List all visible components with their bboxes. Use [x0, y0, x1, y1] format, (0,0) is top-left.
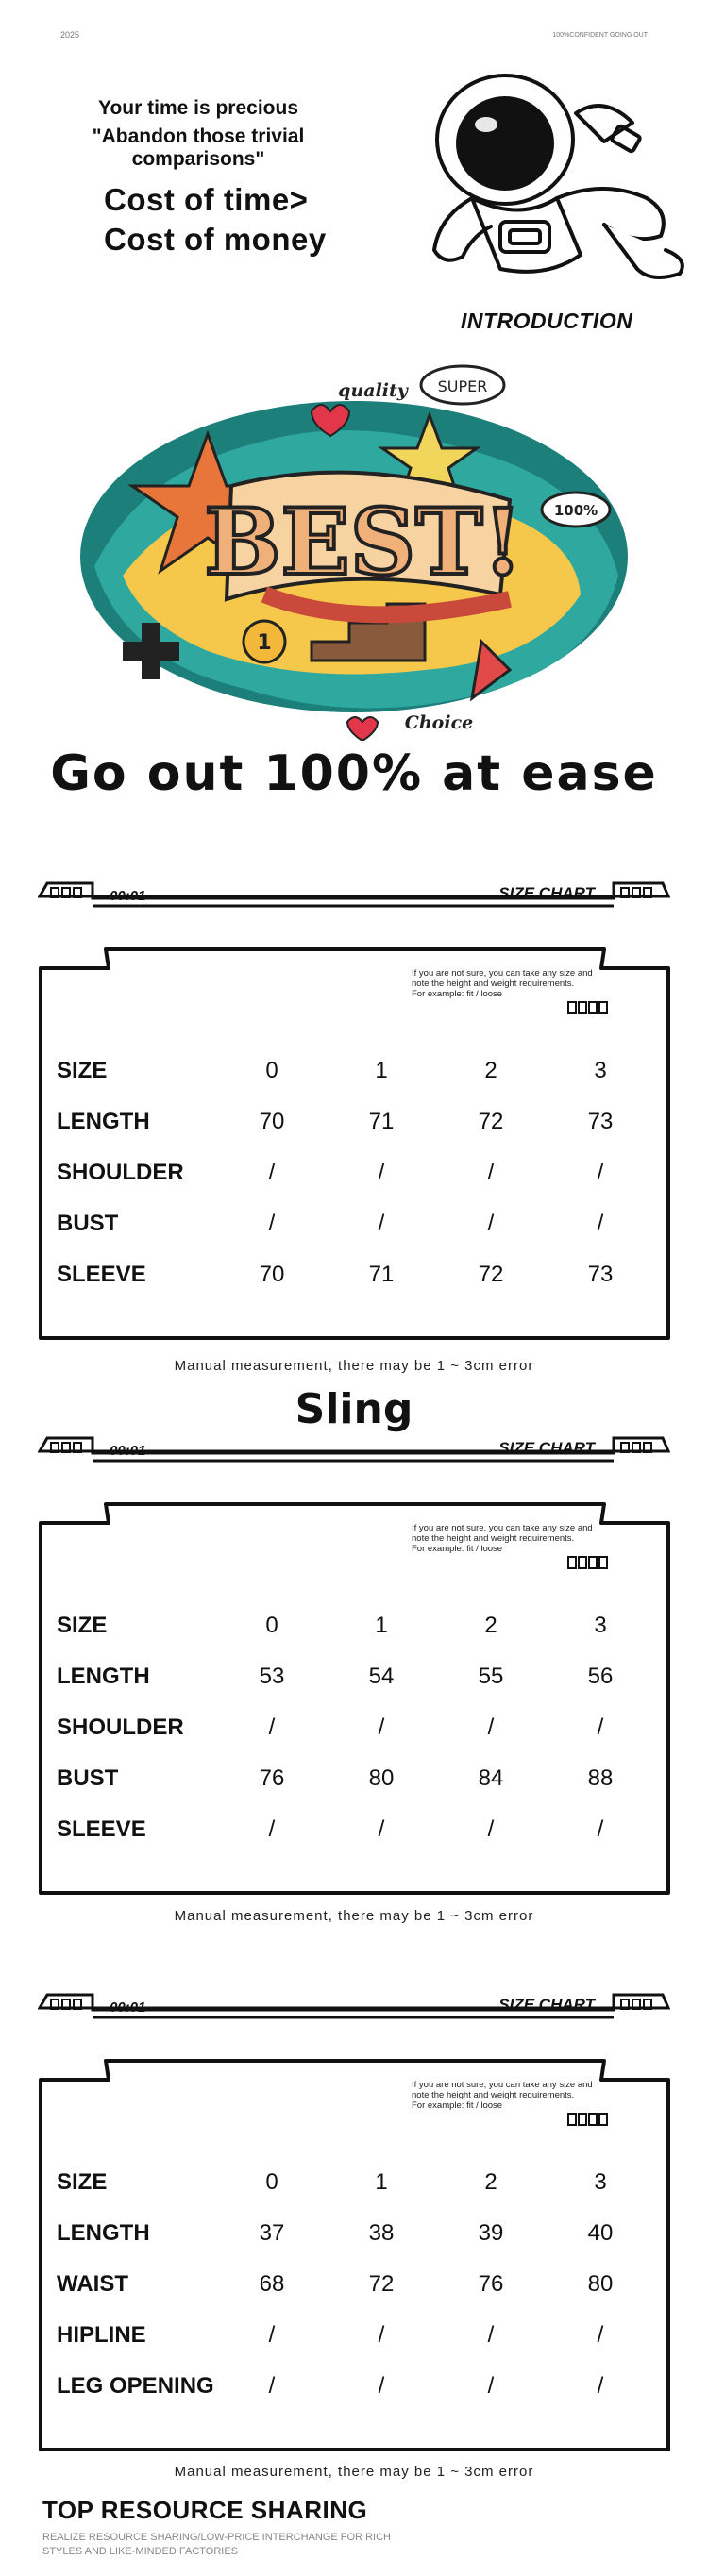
table-cell: / [378, 1816, 385, 1842]
table-cell: 2 [484, 2169, 497, 2195]
super-bubble: SUPER [437, 377, 488, 395]
table-cell: 1 [375, 1058, 388, 1083]
table-cell: 54 [368, 1664, 395, 1689]
table-cell: / [378, 1160, 385, 1185]
table-cell: / [487, 1816, 495, 1842]
table-cell: / [268, 2373, 276, 2399]
table-cell: 55 [478, 1664, 504, 1689]
row-label: SIZE [57, 2169, 108, 2195]
stamp-icon [566, 2112, 610, 2127]
table-cell: / [597, 2322, 604, 2348]
hero-line-1: Your time is precious [98, 97, 298, 119]
table-cell: 80 [368, 1765, 395, 1791]
table-cell: 0 [265, 1058, 278, 1083]
footer-subtitle [42, 2531, 420, 2559]
table-cell: 71 [368, 1262, 395, 1287]
row-label: HIPLINE [57, 2322, 146, 2348]
table-cell: 1 [375, 1613, 388, 1638]
size-card-3 [38, 2055, 672, 2461]
table-cell: 88 [587, 1765, 614, 1791]
size-chart-label: SIZE CHART [498, 1439, 595, 1457]
size-chart-bar-3 [38, 1989, 670, 2027]
medal-number: 1 [257, 631, 272, 655]
table-row [55, 1702, 655, 1753]
table-cell: / [487, 2373, 495, 2399]
table-cell: 3 [594, 2169, 607, 2195]
table-cell: / [268, 1715, 276, 1740]
table-cell: 72 [368, 2271, 395, 2297]
note-line-2: note the height and weight requirements. [412, 1533, 575, 1544]
table-cell: 73 [587, 1262, 614, 1287]
table-cell: 72 [478, 1262, 504, 1287]
table-cell: / [268, 2322, 276, 2348]
choice-label: Choice [404, 712, 474, 733]
size-table-3 [55, 2157, 655, 2412]
size-table-1 [55, 1045, 655, 1300]
measure-note-3: Manual measurement, there may be 1 ~ 3cm error [174, 2464, 534, 2480]
row-label: BUST [57, 1211, 119, 1236]
footer-title: TOP RESOURCE SHARING [42, 2496, 368, 2524]
cost-of-time: Cost of time> [104, 182, 309, 217]
table-cell: 56 [587, 1664, 614, 1689]
table-row [55, 2259, 655, 2310]
table-row [55, 1600, 655, 1651]
year-caption: 2025 [60, 30, 80, 40]
table-row [55, 1753, 655, 1804]
table-cell: 3 [594, 1613, 607, 1638]
introduction-label: INTRODUCTION [461, 309, 633, 333]
table-cell: 53 [259, 1664, 285, 1689]
table-cell: 1 [375, 2169, 388, 2195]
top-right-caption: 100%CONFIDENT GOING OUT [552, 32, 648, 39]
note-line-2: note the height and weight requirements. [412, 2090, 575, 2100]
table-cell: 0 [265, 1613, 278, 1638]
size-note [412, 968, 619, 999]
row-label: SHOULDER [57, 1160, 184, 1185]
table-row [55, 1249, 655, 1300]
size-chart-bar-2 [38, 1432, 670, 1470]
table-row [55, 1096, 655, 1147]
note-line-1: If you are not sure, you can take any size and [412, 1523, 593, 1533]
table-cell: / [268, 1211, 276, 1236]
table-cell: / [378, 2322, 385, 2348]
note-line-2: note the height and weight requirements. [412, 979, 575, 989]
table-cell: 2 [484, 1613, 497, 1638]
table-row [55, 1804, 655, 1855]
size-note [412, 1523, 619, 1554]
footer-sub-line-1: REALIZE RESOURCE SHARING/LOW-PRICE INTERCHANGE FOR RICH [42, 2532, 391, 2543]
table-row [55, 2310, 655, 2361]
astronaut-illustration [415, 57, 699, 311]
table-cell: / [597, 1715, 604, 1740]
note-line-1: If you are not sure, you can take any size and [412, 2080, 593, 2090]
table-cell: / [268, 1160, 276, 1185]
bar-code: 00:01 [110, 1999, 146, 2016]
size-chart-label: SIZE CHART [498, 1996, 595, 2014]
table-cell: 80 [587, 2271, 614, 2297]
cost-of-money: Cost of money [104, 222, 327, 257]
note-example: For example: fit / loose [412, 989, 503, 999]
row-label: SIZE [57, 1058, 108, 1083]
row-label: SIZE [57, 1613, 108, 1638]
table-cell: 73 [587, 1109, 614, 1134]
table-cell: 70 [259, 1109, 285, 1134]
measure-note-2: Manual measurement, there may be 1 ~ 3cm error [174, 1908, 534, 1924]
table-cell: / [597, 1816, 604, 1842]
best-word: BEST! [204, 489, 523, 595]
note-line-1: If you are not sure, you can take any size and [412, 968, 593, 979]
table-cell: 76 [478, 2271, 504, 2297]
table-cell: / [378, 1715, 385, 1740]
stamp-icon [566, 1555, 610, 1570]
table-cell: 3 [594, 1058, 607, 1083]
table-cell: 68 [259, 2271, 285, 2297]
table-cell: 84 [478, 1765, 504, 1791]
table-cell: / [487, 1715, 495, 1740]
table-cell: 76 [259, 1765, 285, 1791]
table-row [55, 2157, 655, 2208]
table-cell: 39 [478, 2220, 504, 2246]
table-cell: 72 [478, 1109, 504, 1134]
row-label: LENGTH [57, 1109, 150, 1134]
table-cell: 40 [587, 2220, 614, 2246]
table-row [55, 1651, 655, 1702]
table-cell: 71 [368, 1109, 395, 1134]
table-cell: / [268, 1816, 276, 1842]
table-row [55, 1147, 655, 1198]
table-cell: / [487, 1211, 495, 1236]
table-row [55, 2208, 655, 2259]
table-cell: 38 [368, 2220, 395, 2246]
bar-code: 00:01 [110, 1443, 146, 1459]
table-row [55, 2361, 655, 2412]
size-chart-bar-1 [38, 878, 670, 915]
section-title-sling: Sling [295, 1385, 413, 1433]
size-table-2 [55, 1600, 655, 1855]
size-card-1 [38, 944, 672, 1349]
hero-line-2: "Abandon those trivial comparisons" [92, 125, 305, 170]
table-cell: 37 [259, 2220, 285, 2246]
table-cell: / [597, 1211, 604, 1236]
size-note [412, 2080, 619, 2111]
footer-sub-line-2: STYLES AND LIKE-MINDED FACTORIES [42, 2546, 239, 2557]
measure-note-1: Manual measurement, there may be 1 ~ 3cm error [174, 1358, 534, 1374]
row-label: LENGTH [57, 2220, 150, 2246]
table-cell: / [487, 2322, 495, 2348]
slogan: Go out 100% at ease [50, 745, 658, 802]
table-row [55, 1045, 655, 1096]
row-label: SHOULDER [57, 1715, 184, 1740]
table-cell: 0 [265, 2169, 278, 2195]
row-label: SLEEVE [57, 1262, 146, 1287]
table-cell: 70 [259, 1262, 285, 1287]
table-cell: / [597, 1160, 604, 1185]
best-doodle-illustration [66, 359, 642, 741]
quality-label: quality [338, 380, 408, 401]
note-example: For example: fit / loose [412, 1544, 503, 1554]
bar-code: 00:01 [110, 888, 146, 904]
note-example: For example: fit / loose [412, 2100, 503, 2111]
row-label: LEG OPENING [57, 2373, 214, 2399]
hundred-bubble: 100% [553, 502, 598, 519]
table-cell: / [487, 1160, 495, 1185]
row-label: LENGTH [57, 1664, 150, 1689]
size-chart-label: SIZE CHART [498, 884, 595, 902]
table-cell: / [378, 1211, 385, 1236]
table-cell: 2 [484, 1058, 497, 1083]
table-cell: / [597, 2373, 604, 2399]
table-row [55, 1198, 655, 1249]
size-card-2 [38, 1498, 672, 1904]
row-label: WAIST [57, 2271, 128, 2297]
table-cell: / [378, 2373, 385, 2399]
stamp-icon [566, 1000, 610, 1015]
row-label: BUST [57, 1765, 119, 1791]
row-label: SLEEVE [57, 1816, 146, 1842]
